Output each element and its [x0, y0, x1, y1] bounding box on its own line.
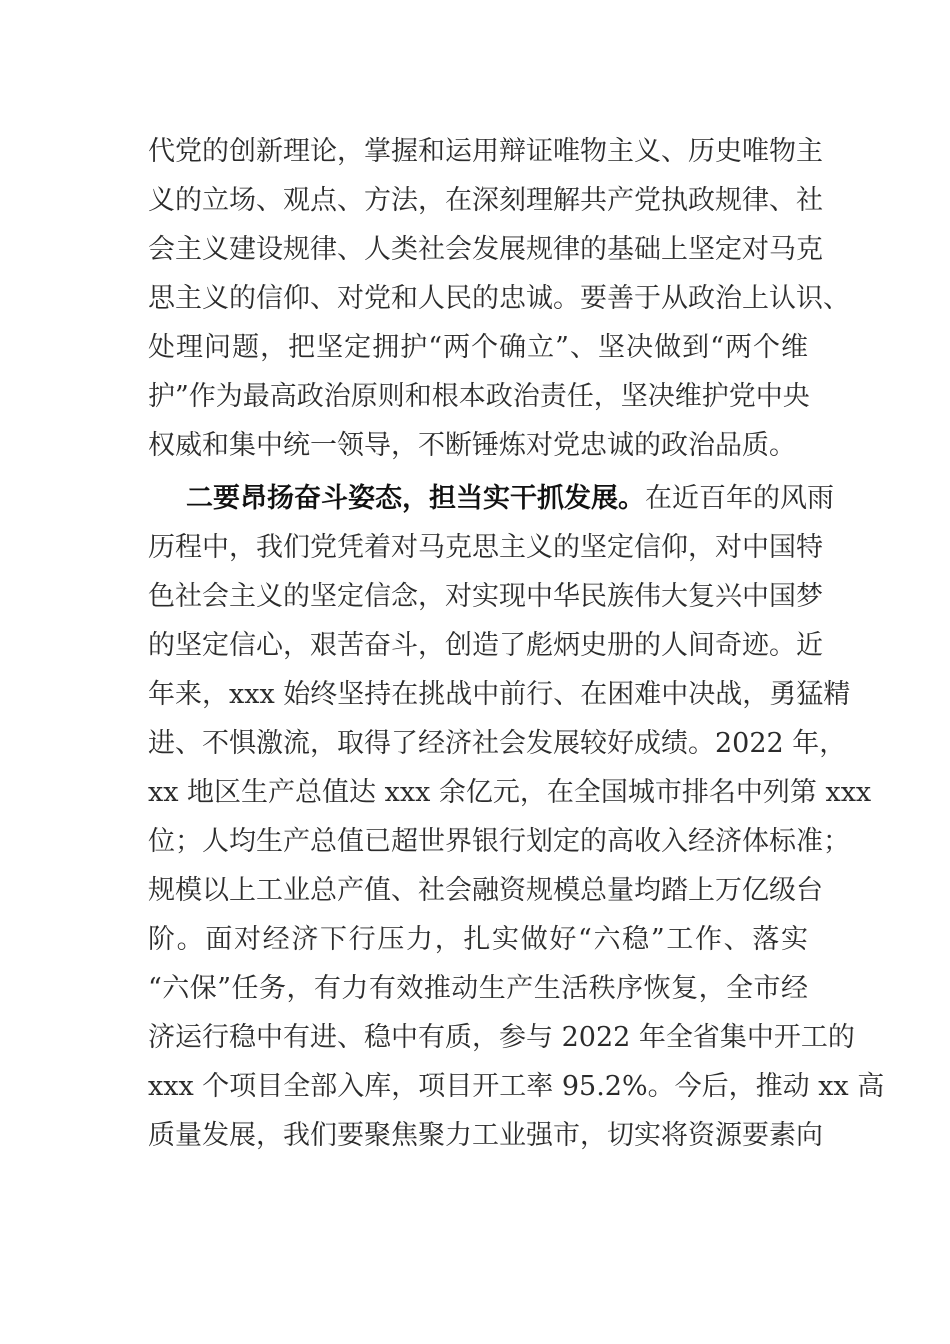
paragraph-line: 年来，xxx 始终坚持在挑战中前行、在困难中决战，勇猛精: [148, 679, 851, 710]
paragraph-line: 进、不惧激流，取得了经济社会发展较好成绩。2022 年，: [148, 728, 847, 759]
paragraph-first-line: [186, 479, 834, 519]
paragraph-line: 代党的创新理论，掌握和运用辩证唯物主义、历史唯物主: [148, 136, 823, 167]
paragraph-line: 历程中，我们党凭着对马克思主义的坚定信仰，对中国特: [148, 532, 823, 563]
paragraph-line: 义的立场、观点、方法，在深刻理解共产党执政规律、社: [148, 185, 823, 216]
paragraph-line: 思主义的信仰、对党和人民的忠诚。要善于从政治上认识、: [148, 283, 850, 314]
paragraph-line: 规模以上工业总产值、社会融资规模总量均踏上万亿级台: [148, 875, 823, 906]
paragraph-line: 质量发展，我们要聚焦聚力工业强市，切实将资源要素向: [148, 1120, 823, 1151]
paragraph-heading: 二要昂扬奋斗姿态，担当实干抓发展。: [186, 483, 645, 514]
paragraph-line: 护”作为最高政治原则和根本政治责任，坚决维护党中央: [148, 381, 810, 412]
paragraph-line: 权威和集中统一领导，不断锤炼对党忠诚的政治品质。: [148, 430, 796, 461]
paragraph-line: 色社会主义的坚定信念，对实现中华民族伟大复兴中国梦: [148, 581, 823, 612]
paragraph-line: 的坚定信心，艰苦奋斗，创造了彪炳史册的人间奇迹。近: [148, 630, 823, 661]
paragraph-line: 阶。面对经济下行压力，扎实做好“六稳”工作、落实: [148, 924, 808, 955]
paragraph-first-line-text: 在近百年的风雨: [645, 483, 834, 514]
paragraph-line: 济运行稳中有进、稳中有质，参与 2022 年全省集中开工的: [148, 1022, 855, 1053]
paragraph-line: xxx 个项目全部入库，项目开工率 95.2%。今后，推动 xx 高: [148, 1071, 885, 1102]
paragraph-line: xx 地区生产总值达 xxx 余亿元，在全国城市排名中列第 xxx: [148, 777, 872, 808]
paragraph-line: 会主义建设规律、人类社会发展规律的基础上坚定对马克: [148, 234, 823, 265]
paragraph-line: 位；人均生产总值已超世界银行划定的高收入经济体标准；: [148, 826, 850, 857]
paragraph-line: 处理问题，把坚定拥护“两个确立”、坚决做到“两个维: [148, 332, 808, 363]
paragraph-line: “六保”任务，有力有效推动生产生活秩序恢复，全市经: [148, 973, 808, 1004]
